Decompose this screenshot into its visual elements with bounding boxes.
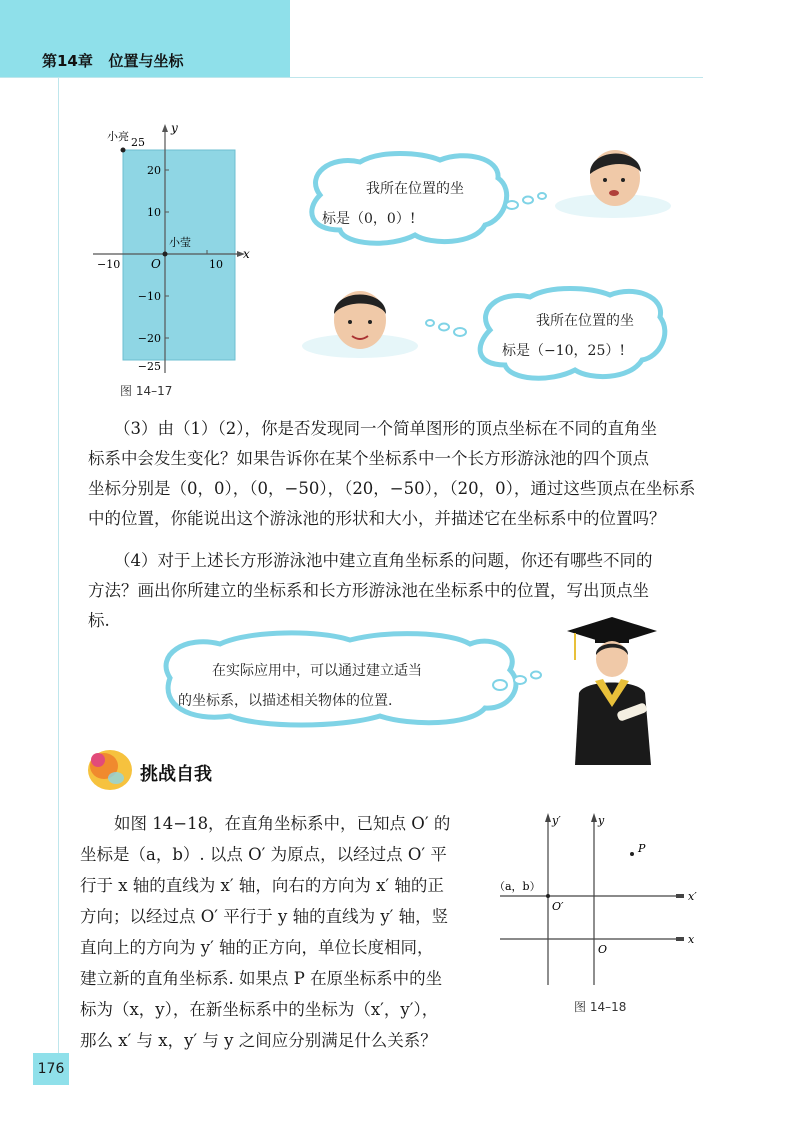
challenge-line-7: 标为（x，y），在新坐标系中的坐标为（x′，y′）， [80,1000,439,1019]
tick-label-y-20: 20 [147,164,161,177]
tick-label-y-10: 10 [147,206,161,219]
paragraph-4-line-3: 标. [88,611,110,630]
bubble-2-line-2: 标是（−10，25）! [502,343,625,359]
x-prime-label: x′ [688,890,697,903]
ab-label: （a，b） [494,880,541,893]
tick-label-y-neg25: −25 [137,360,161,373]
bubble-3-text [178,656,422,716]
paragraph-3-line-2: 标系中会发生变化？如果告诉你在某个坐标系中一个长方形游泳池的四个顶点 [88,449,649,468]
y-axis-label: y [171,121,178,135]
chapter-title: 位置与坐标 [108,52,184,70]
tick-label-y-25: 25 [131,136,145,149]
y-label-2: y [598,814,605,827]
x-arrow-2 [676,937,684,941]
section-title: 挑战自我 [140,764,212,785]
o-prime-label: O′ [552,900,564,913]
bubble-1-line-2: 标是（0，0）! [322,211,416,227]
challenge-line-2: 坐标是（a，b）. 以点 O′ 为原点，以经过点 O′ 平 [80,845,447,864]
tick-label-y-neg20: −20 [137,332,161,345]
challenge-line-5: 直向上的方向为 y′ 轴的正方向，单位长度相同， [80,938,434,957]
header-rule [0,77,703,78]
pool-rectangle [123,150,235,360]
y-prime-arrow [545,813,551,822]
figure-14-17 [85,118,260,378]
chapter-number: 第14章 [42,52,93,70]
point-xiaoying [163,252,168,257]
side-rule [58,78,59,1058]
challenge-line-1: 如图 14−18，在直角坐标系中，已知点 O′ 的 [114,814,451,833]
y-arrow-2 [591,813,597,822]
origin-label: O [151,257,161,271]
paragraph-3-line-4: 中的位置，你能说出这个游泳池的形状和大小，并描述它在坐标系中的位置吗？ [88,509,666,528]
point-p-label: P [638,842,646,855]
o-label-2: O [598,943,608,956]
bubble-2-text [502,306,634,366]
figure-14-18-caption: 图 14–18 [574,1000,627,1014]
page-number: 176 [33,1053,69,1085]
avatar-girl-head [553,140,673,220]
challenge-line-8: 那么 x′ 与 x，y′ 与 y 之间应分别满足什么关系？ [80,1031,437,1050]
y-axis-arrow [162,124,168,132]
challenge-paragraph [80,808,480,1056]
graduate-figure [565,615,660,765]
challenge-line-4: 方向；以经过点 O′ 平行于 y 轴的直线为 y′ 轴，竖 [80,907,449,926]
bubble-3-line-2: 的坐标系，以描述相关物体的位置. [178,693,393,709]
x-axis-label: x [243,247,250,261]
point-o-prime [546,894,550,898]
x-prime-arrow [676,894,684,898]
bubble-3-line-1: 在实际应用中，可以通过建立适当 [212,663,422,679]
tick-label-x-10: 10 [209,258,223,271]
tick-label-x-neg10: −10 [97,258,121,271]
label-xiaoliang: 小亮 [107,130,129,143]
challenge-line-3: 行于 x 轴的直线为 x′ 轴，向右的方向为 x′ 轴的正 [80,876,444,895]
bubble-1-line-1: 我所在位置的坐 [366,181,464,197]
bubble-2-line-1: 我所在位置的坐 [536,313,634,329]
point-p [630,852,634,856]
y-prime-label: y′ [552,814,561,827]
paragraph-4-line-1: （4）对于上述长方形游泳池中建立直角坐标系的问题，你还有哪些不同的 [114,551,653,570]
avatar-boy-head [300,282,420,362]
bubble-1-text [322,174,464,234]
challenge-line-6: 建立新的直角坐标系. 如果点 P 在原坐标系中的坐 [80,969,443,988]
paragraph-3-line-3: 坐标分别是（0，0），（0，−50），（20，−50），（20，0），通过这些顶点在坐标系 [88,479,696,498]
paragraph-3-line-1: （3）由（1）（2），你是否发现同一个简单图形的顶点坐标在不同的直角坐 [114,419,657,438]
tick-label-y-neg10: −10 [137,290,161,303]
paragraph-3 [88,414,708,534]
figure-14-18 [490,810,710,990]
x-label-2: x [688,933,695,946]
figure-14-17-caption: 图 14–17 [120,384,173,398]
challenge-badge-icon [82,742,134,794]
paragraph-4-line-2: 方法？画出你所建立的坐标系和长方形游泳池在坐标系中的位置，写出顶点坐 [88,581,649,600]
point-xiaoliang [121,148,126,153]
label-xiaoying: 小莹 [169,236,191,249]
chapter-heading [42,50,184,71]
